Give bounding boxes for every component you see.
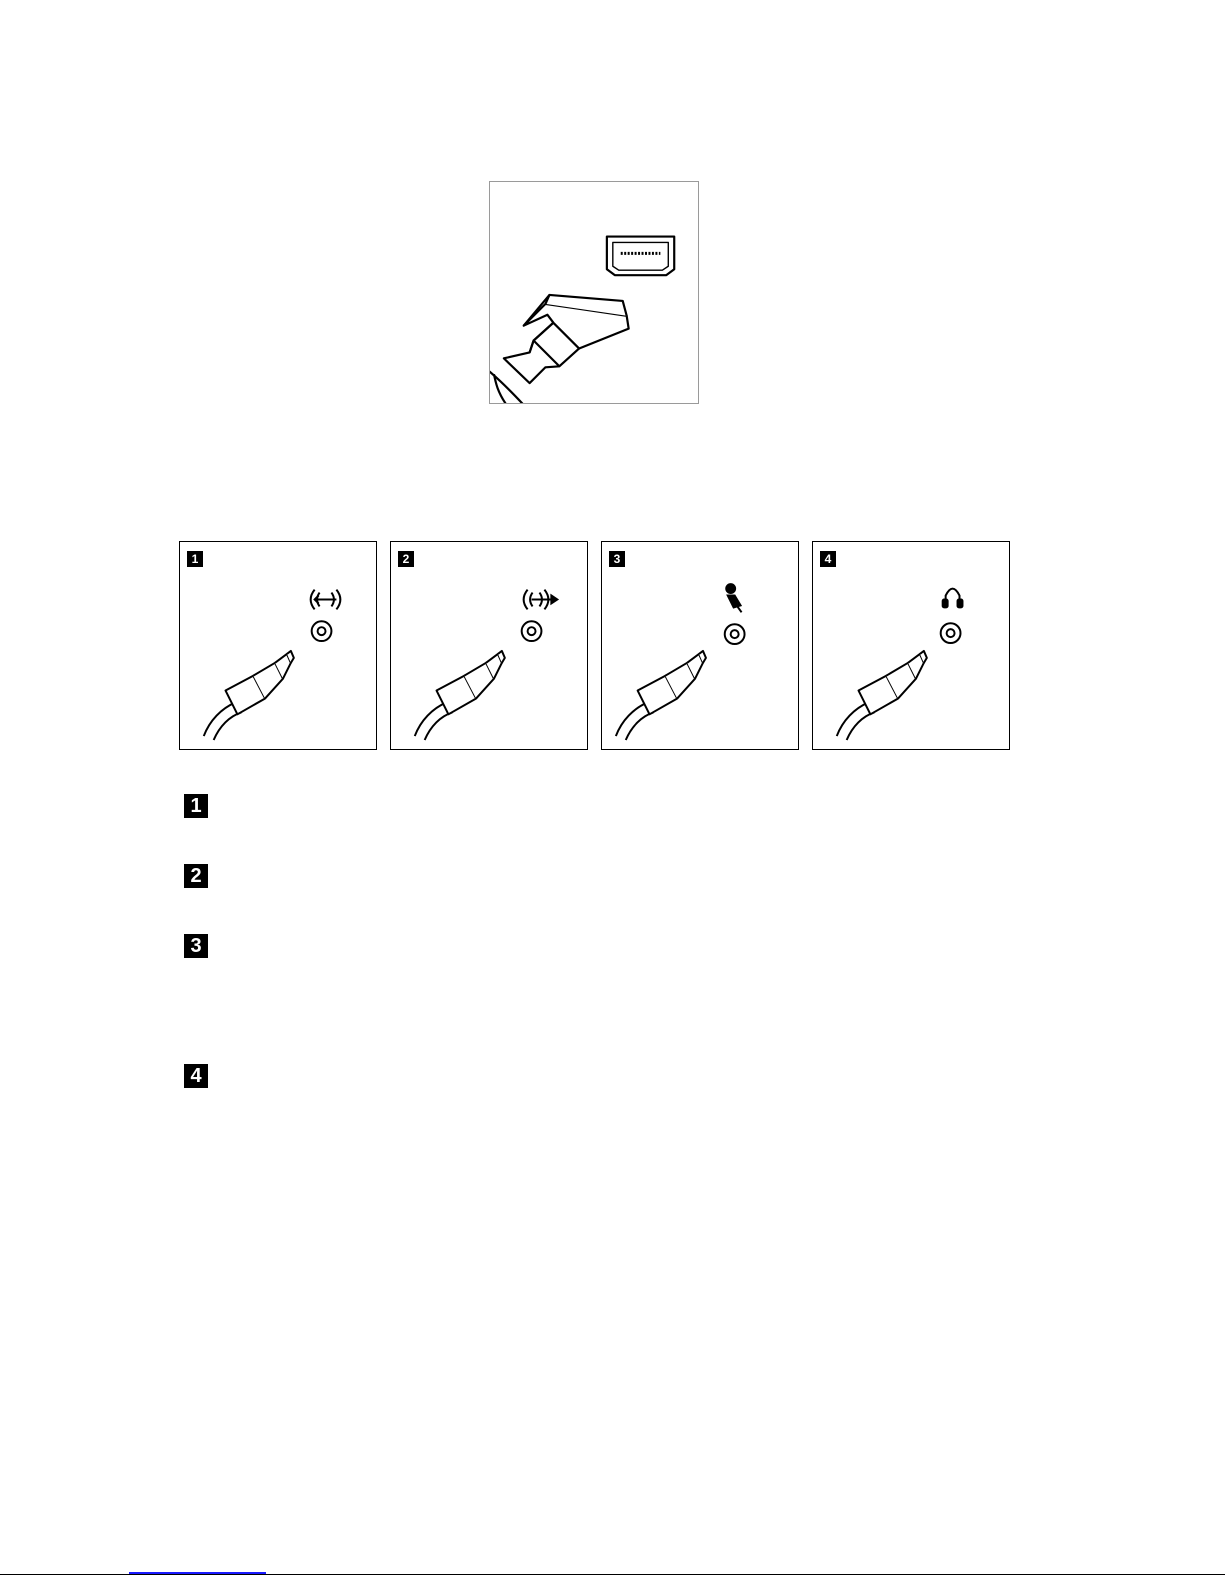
audio-panel-headphone bbox=[812, 541, 1010, 750]
audio-plug-icon bbox=[204, 651, 294, 740]
audio-port-icon bbox=[941, 623, 961, 643]
audio-plug-icon bbox=[837, 651, 927, 740]
hdmi-illustration-svg bbox=[490, 182, 698, 403]
legend-callout-1: 1 bbox=[184, 794, 208, 818]
hdmi-connector-illustration bbox=[489, 181, 699, 404]
hdmi-cable-plug-icon bbox=[490, 295, 629, 403]
hdmi-port-icon bbox=[607, 237, 674, 276]
microphone-jack-illustration bbox=[602, 542, 798, 749]
line-out-icon bbox=[524, 590, 558, 610]
line-in-icon bbox=[311, 590, 341, 610]
audio-panel-line-out bbox=[390, 541, 588, 750]
audio-port-icon bbox=[312, 621, 332, 641]
audio-plug-icon bbox=[415, 651, 505, 740]
audio-panel-line-in bbox=[179, 541, 377, 750]
line-out-jack-illustration bbox=[391, 542, 587, 749]
callout-badge: 1 bbox=[187, 551, 203, 567]
headphone-icon bbox=[943, 589, 963, 608]
legend-callout-3: 3 bbox=[184, 934, 208, 958]
legend-callout-4: 4 bbox=[184, 1064, 208, 1088]
microphone-icon bbox=[726, 584, 741, 612]
headphone-jack-illustration bbox=[813, 542, 1009, 749]
callout-badge: 4 bbox=[820, 551, 836, 567]
callout-badge: 2 bbox=[398, 551, 414, 567]
audio-plug-icon bbox=[616, 651, 706, 740]
audio-port-icon bbox=[522, 621, 542, 641]
footer-divider bbox=[0, 1574, 1225, 1575]
line-in-jack-illustration bbox=[180, 542, 376, 749]
callout-badge: 3 bbox=[609, 551, 625, 567]
audio-panel-microphone bbox=[601, 541, 799, 750]
legend-callout-2: 2 bbox=[184, 864, 208, 888]
audio-port-icon bbox=[725, 624, 745, 644]
